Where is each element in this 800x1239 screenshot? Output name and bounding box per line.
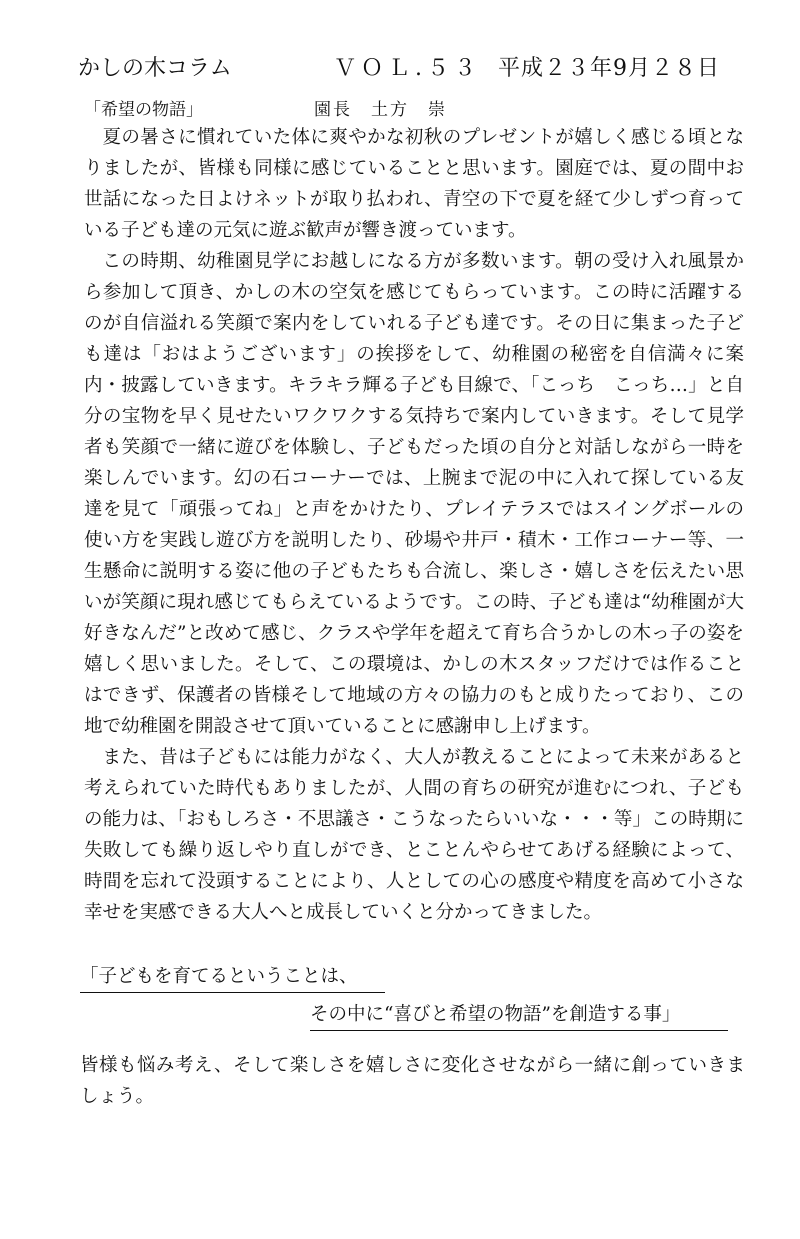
column-title: かしの木コラム xyxy=(78,56,232,81)
column-header xyxy=(78,52,728,86)
motto-line-2: その中に“喜びと希望の物語”を創造する事」 xyxy=(310,1000,728,1031)
volume-number: ＶＯＬ.５３ xyxy=(334,56,481,81)
motto-quote xyxy=(80,962,740,1042)
body-paragraph-2: この時期、幼稚園見学にお越しになる方が多数います。朝の受け入れ風景から参加して頂き、かしの木の空気を感じてもらっています。この時に活躍するのが自信溢れる笑顔で案内をしていれる子ども達です。その日に集まった子ども達は「おはようございます」の挨拶をして、幼稚園の秘密を自信満々に案内・披露していきます。キラキラ輝る子ども目線で、「こっち こっち…」と自分の宝物を早く見せたいワクワクする気持ちで案内していきます。そして見学者も笑顔で一緒に遊びを体験し、子どもだった頃の自分と対話しながら一時を楽しんでいます。幻の石コーナーでは、上腕まで泥の中に入れて探している友達を見て「頑張ってね」と声をかけたり、プレイテラスではスイングボールの使い方を実践し遊び方を説明したり、砂場や井戸・積木・工作コーナー等、一生懸命に説明する姿に他の子どもたちも合流し、楽しさ・嬉しさを伝えたい思いが笑顔に現れ感じてもらえているようです。この時、子ども達は“幼稚園が大好きなんだ”と改めて感じ、クラスや学年を超えて育ち合うかしの木っ子の姿を嬉しく思いました。そして、この環境は、かしの木スタッフだけでは作ることはできず、保護者の皆様そして地域の方々の協力のもと成りたっており、この地で幼稚園を開設させて頂いていることに感謝申し上げます。 xyxy=(84,251,744,737)
author-line: 園長 土方 崇 xyxy=(314,100,447,120)
closing-paragraph: 皆様も悩み考え、そして楽しさを嬉しさに変化させながら一緒に創っていきましょう。 xyxy=(80,1055,745,1107)
body-paragraph-1: 夏の暑さに慣れていた体に爽やかな初秋のプレゼントが嬉しく感じる頃となりましたが、皆様も同様に感じていることと思います。園庭では、夏の間中お世話になった日よけネットが取り払われ、青空の下で夏を経て少しずつ育っている子ども達の元気に遊ぶ歓声が響き渡っています。 xyxy=(84,127,744,241)
body-paragraph-3: また、昔は子どもには能力がなく、大人が教えることによって未来があると考えられていた時代もありましたが、人間の育ちの研究が進むにつれ、子どもの能力は、「おもしろさ・不思議さ・こうなったらいいな・・・等」この時期に失敗しても繰り返しやり直しができ、とことんやらせてあげる経験によって、時間を忘れて没頭することにより、人としての心の感度や精度を高めて小さな幸せを実感できる大人へと成長していくと分かってきました。 xyxy=(84,747,744,923)
article-body xyxy=(84,122,744,928)
motto-line-1: 「子どもを育てるということは、 xyxy=(80,962,385,993)
story-title: 「希望の物語」 xyxy=(84,100,203,120)
article-subhead xyxy=(84,96,724,124)
issue-date: 平成２３年9月２８日 xyxy=(498,56,720,81)
